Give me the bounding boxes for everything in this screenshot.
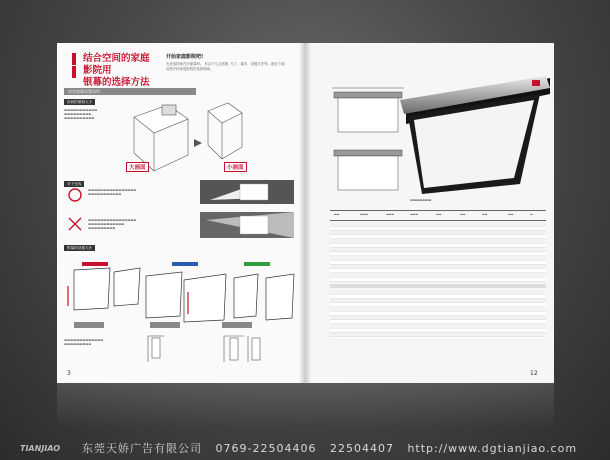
body-text: ▬▬▬▬▬▬▬▬▬▬▬ ▬▬▬▬▬▬▬▬▬ ▬▬▬▬▬▬▬▬▬▬ [64,108,98,121]
sub-header: 银幕的设置方法 [64,245,95,251]
footer-contact [82,440,577,456]
circle-icon [69,189,81,201]
phone-2: 22504407 [329,442,394,455]
body-text: ▬▬▬▬▬▬▬▬▬▬▬▬▬▬▬▬ ▬▬▬▬▬▬▬▬▬▬▬ [88,188,137,197]
body-text: ▬▬▬▬▬▬▬▬▬▬▬▬▬ ▬▬▬▬▬▬▬▬▬ [64,338,104,347]
screen-install-illustrations [62,266,298,332]
title-bar [72,66,76,78]
table-rows-group-a [330,222,546,282]
sub-header: 房间的面积大小 [64,99,95,105]
body-text: ▬▬▬▬▬▬▬▬▬▬▬▬▬▬▬▬ ▬▬▬▬▬▬▬▬▬▬▬▬ ▬▬▬▬▬▬▬▬▬ [88,218,137,231]
title-line: 结合空间的家庭 [83,53,150,64]
product-photo-motorized-screen [400,76,552,206]
table-rows-group-b [330,290,546,338]
sub-header: 对于光线 [64,181,84,187]
ok-ng-symbols [66,186,84,236]
title-line: 银幕的选择方法 [83,77,150,88]
tag-small-screen: 小画面 [224,162,247,172]
section-header: 决定银幕设置场所 [64,88,196,95]
title-bar [72,53,76,65]
tag-big-screen: 大画面 [126,162,149,172]
website-url: http://www.dgtianjiao.com [407,442,578,455]
intro-title: 开始家庭影院吧! [166,54,204,60]
dimension-diagrams [330,86,410,196]
light-illustrations [200,180,296,242]
caption: ▬▬▬▬▬▬▬ [410,198,432,202]
bottom-diagrams [144,334,284,366]
intro-text: 先来选择现在所需幕材。 有以下几点需要, 尺寸、幕布、设置方法等。就在下面向您介绍家庭影院的选择指南。 [166,62,285,71]
phone-1: 0769-22504406 [215,442,317,455]
book-spine [299,43,311,383]
page-number: 3 [67,370,71,377]
title-line: 影院用 [83,65,112,76]
floor-reflection [57,383,554,429]
page-number: 12 [530,370,538,377]
company-name: 东莞天娇广告有限公司 [82,442,202,455]
spec-table: ▬▬ ▬▬▬ ▬▬▬ ▬▬▬ ▬▬ ▬▬ ▬▬ ▬▬ ▬ [330,210,546,340]
table-subheader [330,284,546,288]
company-logo: TIANJIAO [20,444,61,453]
